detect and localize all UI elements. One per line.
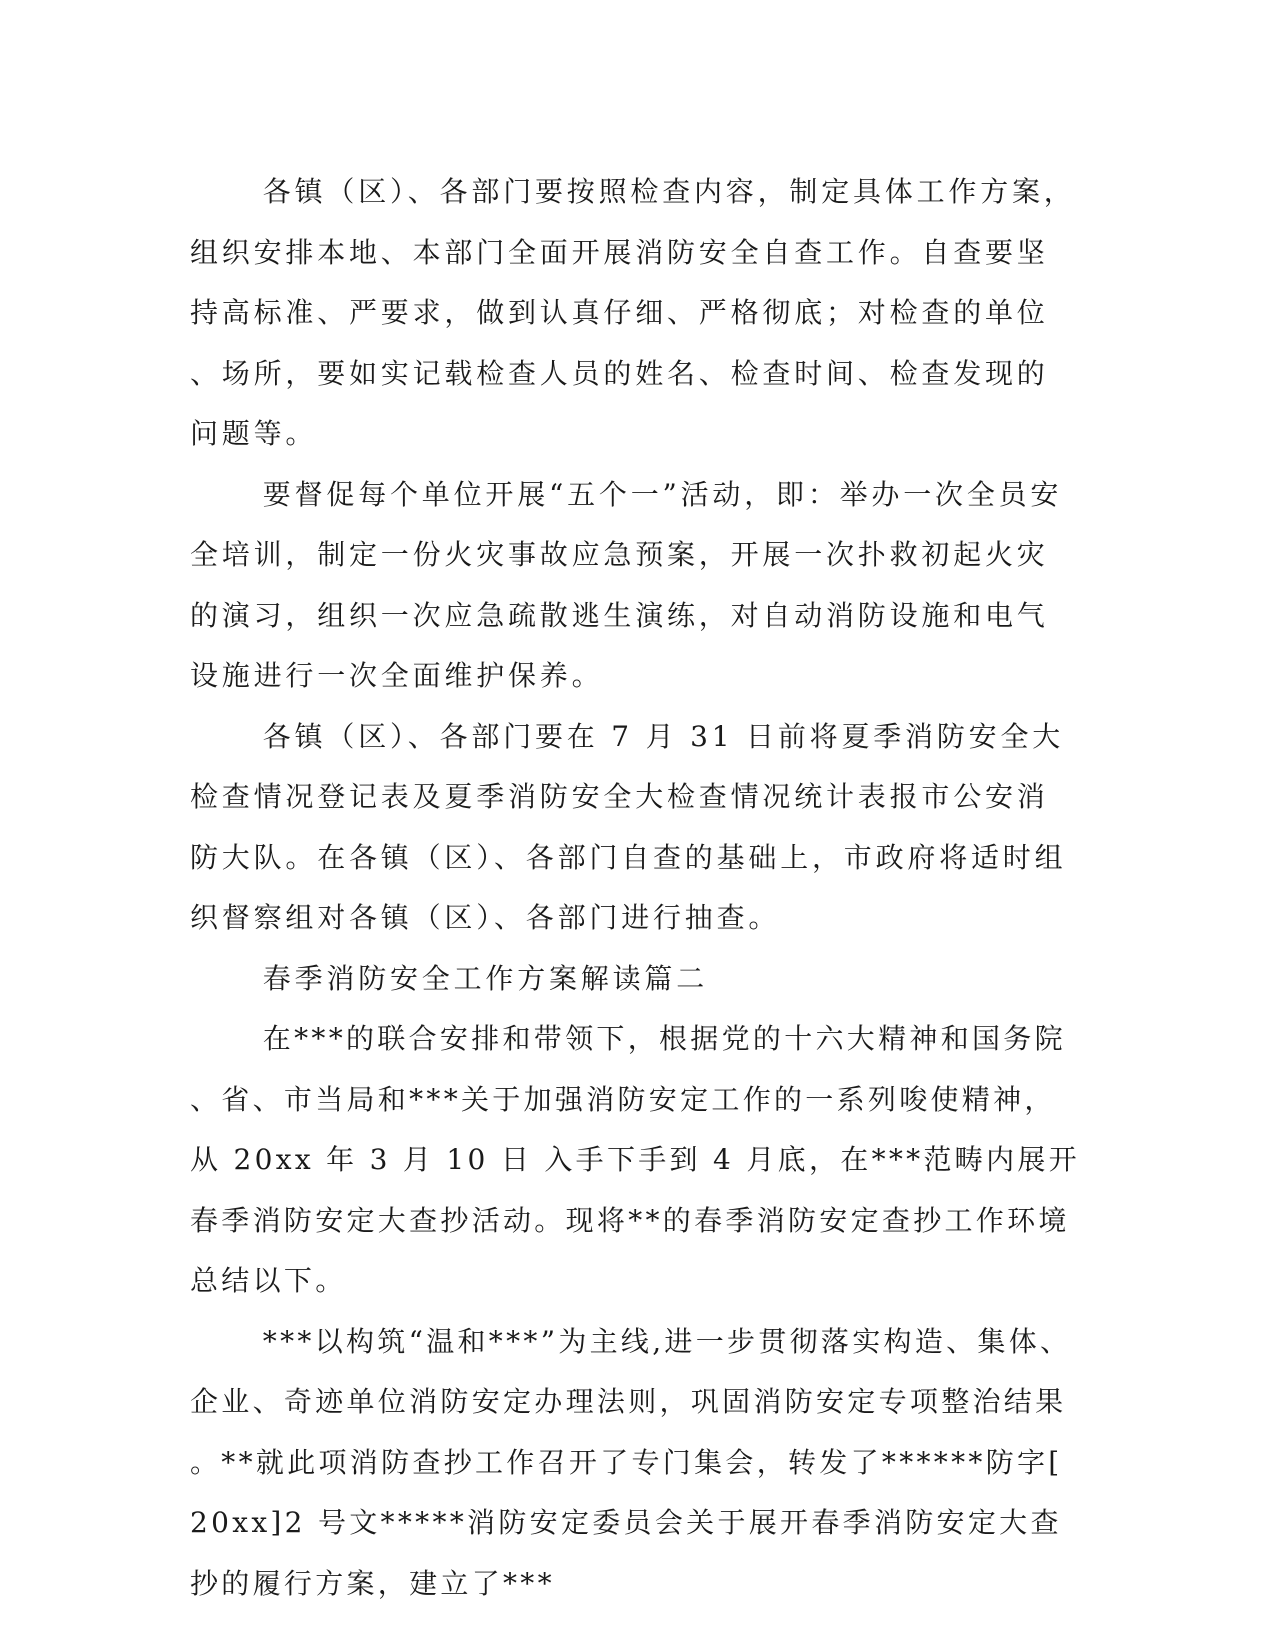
paragraph-five-ones: 要督促每个单位开展“五个一”活动，即：举办一次全员安全培训，制定一份火灾事故应急预案，开展一次扑救初起火灾的演习，组织一次应急疏散逃生演练，对自动消防设施和电气设施进行一次全面维护保养。 <box>190 477 1063 692</box>
paragraph-implementation: ***以构筑“温和***”为主线,进一步贯彻落实构造、集体、企业、奇迹单位消防安定办理法则，巩固消防安定专项整治结果。**就此项消防查抄工作召开了专门集会，转发了******防字[20xx]2 号文*****消防安定委员会关于展开春季消防安定大查抄的履行方案，建立了*** <box>190 1324 1072 1600</box>
paragraph-inspection-plan: 各镇（区）、各部门要按照检查内容，制定具体工作方案，组织安排本地、本部门全面开展消防安全自查工作。自查要坚持高标准、严要求，做到认真仔细、严格彻底；对检查的单位、场所，要如实记载检查人员的姓名、检查时间、检查发现的问题等。 <box>190 175 1076 450</box>
paragraph-spring-inspection: 在***的联合安排和带领下，根据党的十六大精神和国务院、省、市当局和***关于加强消防安定工作的一系列唆使精神，从 20xx 年 3 月 10 日 入手下手到 4 月底，在***范畴内展开春季消防安定大查抄活动。现将**的春季消防安定查抄工作环境总结以下。 <box>190 1022 1080 1297</box>
paragraph-report-deadline: 各镇（区）、各部门要在 7 月 31 日前将夏季消防安全大检查情况登记表及夏季消防安全大检查情况统计表报市公安消防大队。在各镇（区）、各部门自查的基础上，市政府将适时组织督察组对各镇（区）、各部门进行抽查。 <box>190 719 1067 934</box>
document-body <box>190 162 1080 1614</box>
section-heading: 春季消防安全工作方案解读篇二 <box>262 961 708 995</box>
